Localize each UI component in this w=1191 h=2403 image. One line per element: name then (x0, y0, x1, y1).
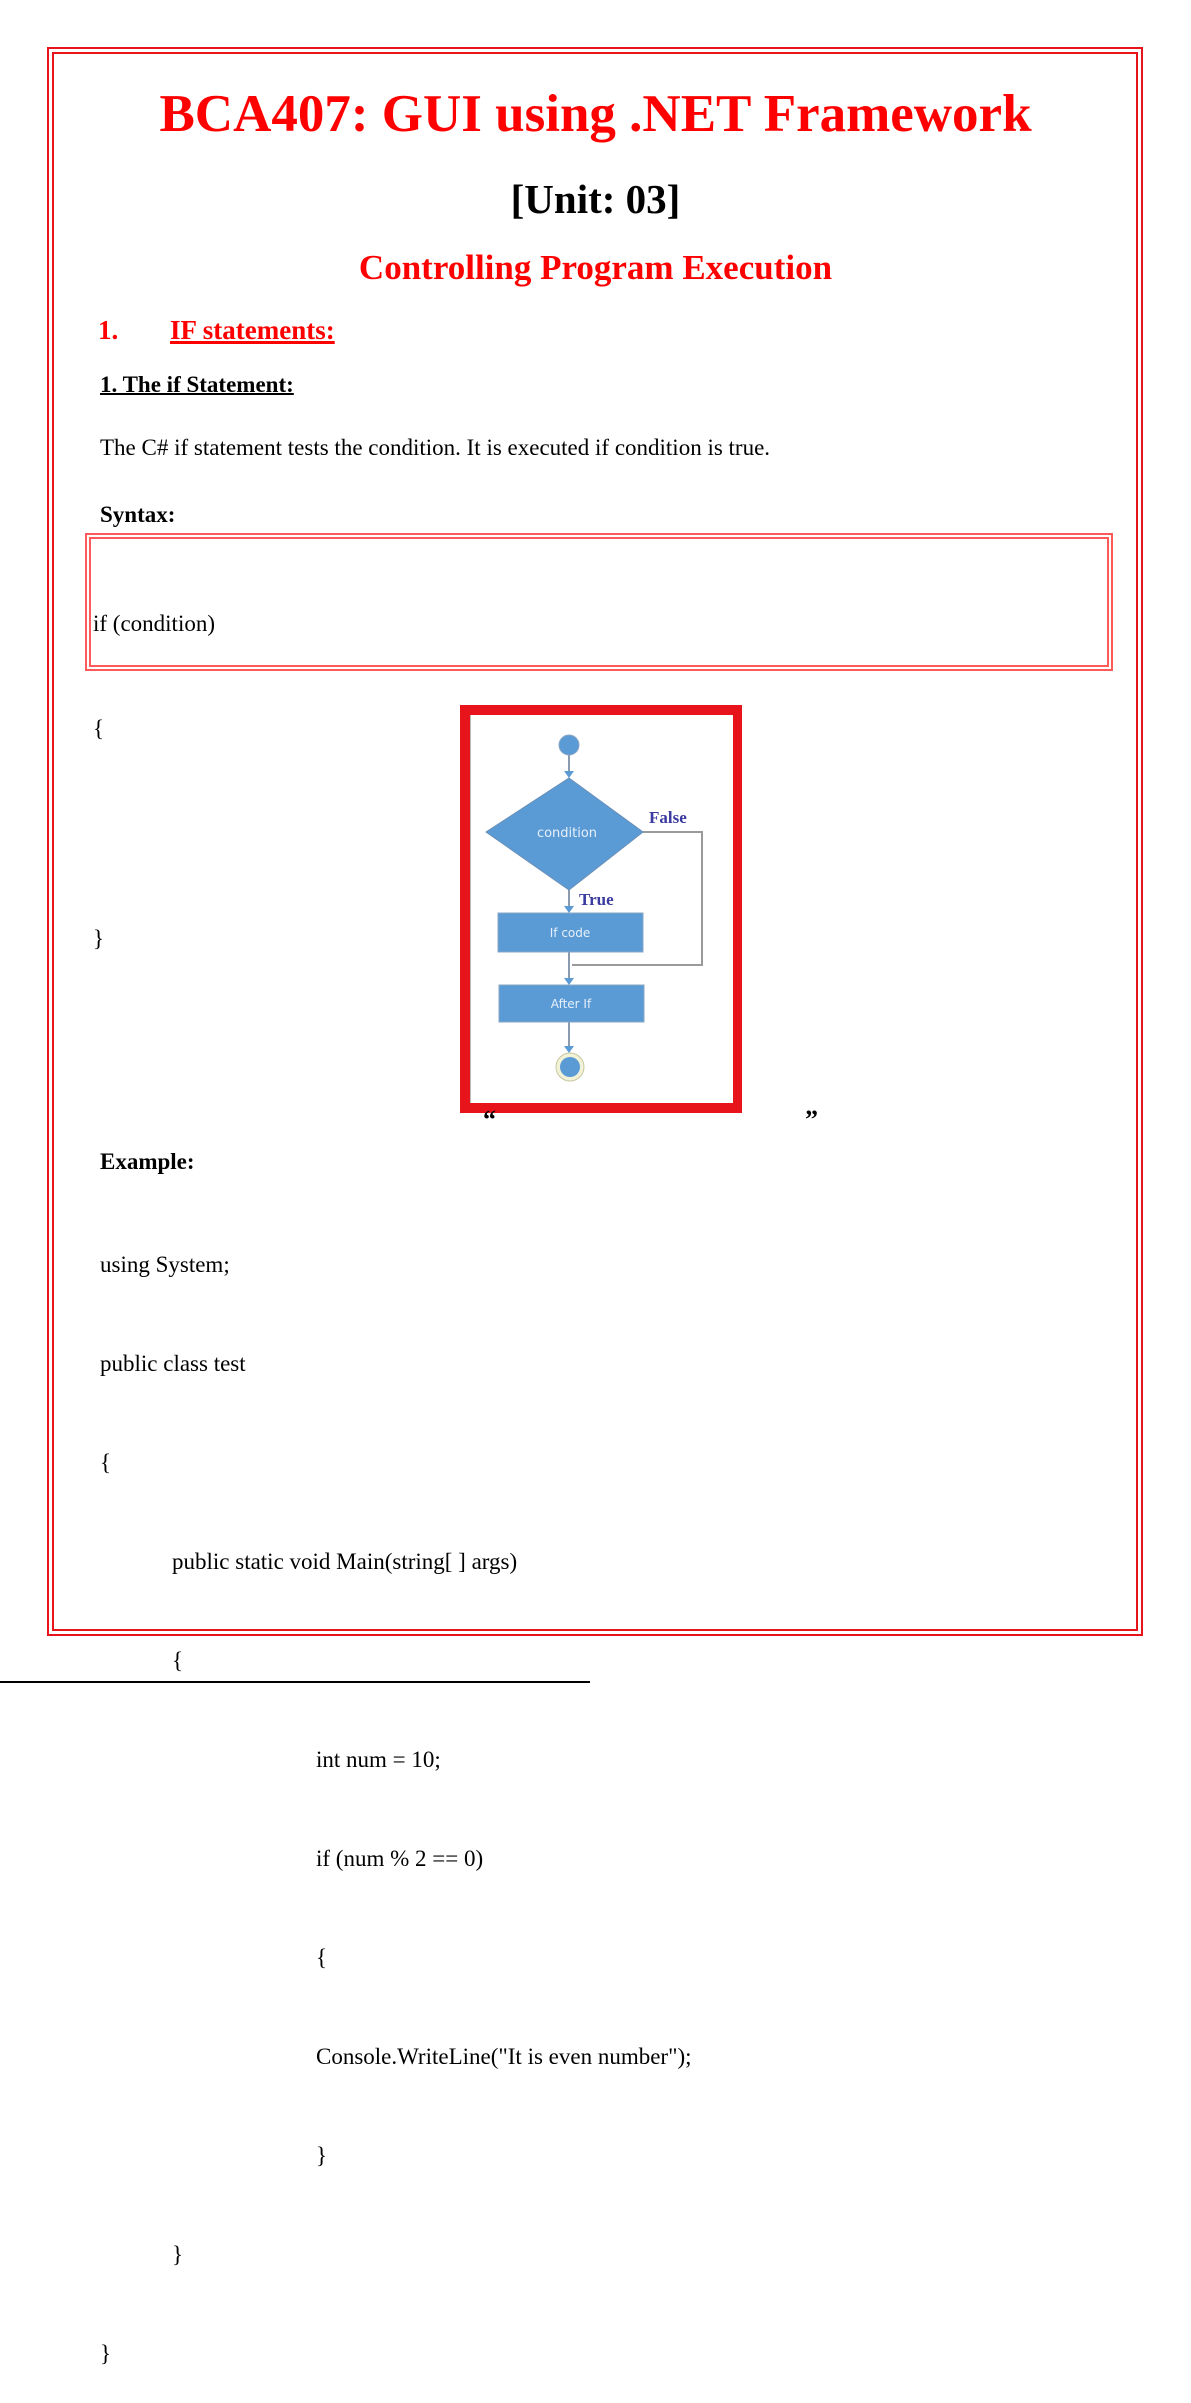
syntax-line: } (93, 926, 105, 951)
true-branch-label: True (579, 890, 614, 909)
flowchart-frame (460, 705, 742, 1113)
if-code-label: If code (549, 926, 591, 940)
syntax-code (93, 536, 215, 991)
code-line: } (172, 2242, 184, 2267)
code-line: } (316, 2143, 328, 2168)
code-line: public class test (100, 1351, 246, 1376)
syntax-label: Syntax: (100, 502, 176, 527)
after-if-label: After If (550, 997, 592, 1011)
syntax-line: if (condition) (93, 611, 215, 636)
arrowhead (564, 906, 574, 913)
code-line: { (316, 1945, 328, 1970)
example-code (100, 1182, 692, 2403)
caption-close-quote: ” (805, 1105, 818, 1134)
arrowhead (564, 978, 574, 985)
subsection-title: 1. The if Statement: (100, 372, 294, 397)
arrowhead (564, 771, 574, 778)
code-line: { (100, 1450, 112, 1475)
flowchart-diagram (471, 715, 733, 1103)
section-title: IF statements: (170, 315, 335, 345)
code-line: if (num % 2 == 0) (316, 1846, 484, 1871)
end-node (560, 1057, 580, 1077)
chapter-title: Controlling Program Execution (358, 248, 833, 287)
syntax-box-inner (89, 537, 1109, 667)
code-line: using System; (100, 1252, 230, 1277)
code-line: public static void Main(string[ ] args) (172, 1549, 518, 1574)
arrowhead (564, 1046, 574, 1053)
course-title: BCA407: GUI using .NET Framework (159, 85, 1032, 143)
caption-open-quote: “ (483, 1105, 496, 1134)
syntax-line (93, 816, 215, 851)
false-branch-label: False (649, 808, 687, 827)
code-line: Console.WriteLine("It is even number"); (316, 2044, 692, 2069)
bottom-divider (0, 1681, 590, 1683)
example-label: Example: (100, 1149, 195, 1174)
flowchart-canvas (470, 715, 733, 1103)
start-node (559, 735, 579, 755)
code-line: int num = 10; (316, 1747, 441, 1772)
unit-heading: [Unit: 03] (510, 176, 681, 222)
code-line: { (172, 1648, 184, 1673)
code-line: } (100, 2341, 112, 2366)
section-number: 1. (98, 315, 119, 345)
subsection-description: The C# if statement tests the condition. It is executed if condition is true. (100, 435, 771, 460)
decision-label: condition (536, 826, 598, 841)
syntax-line: { (93, 716, 105, 741)
